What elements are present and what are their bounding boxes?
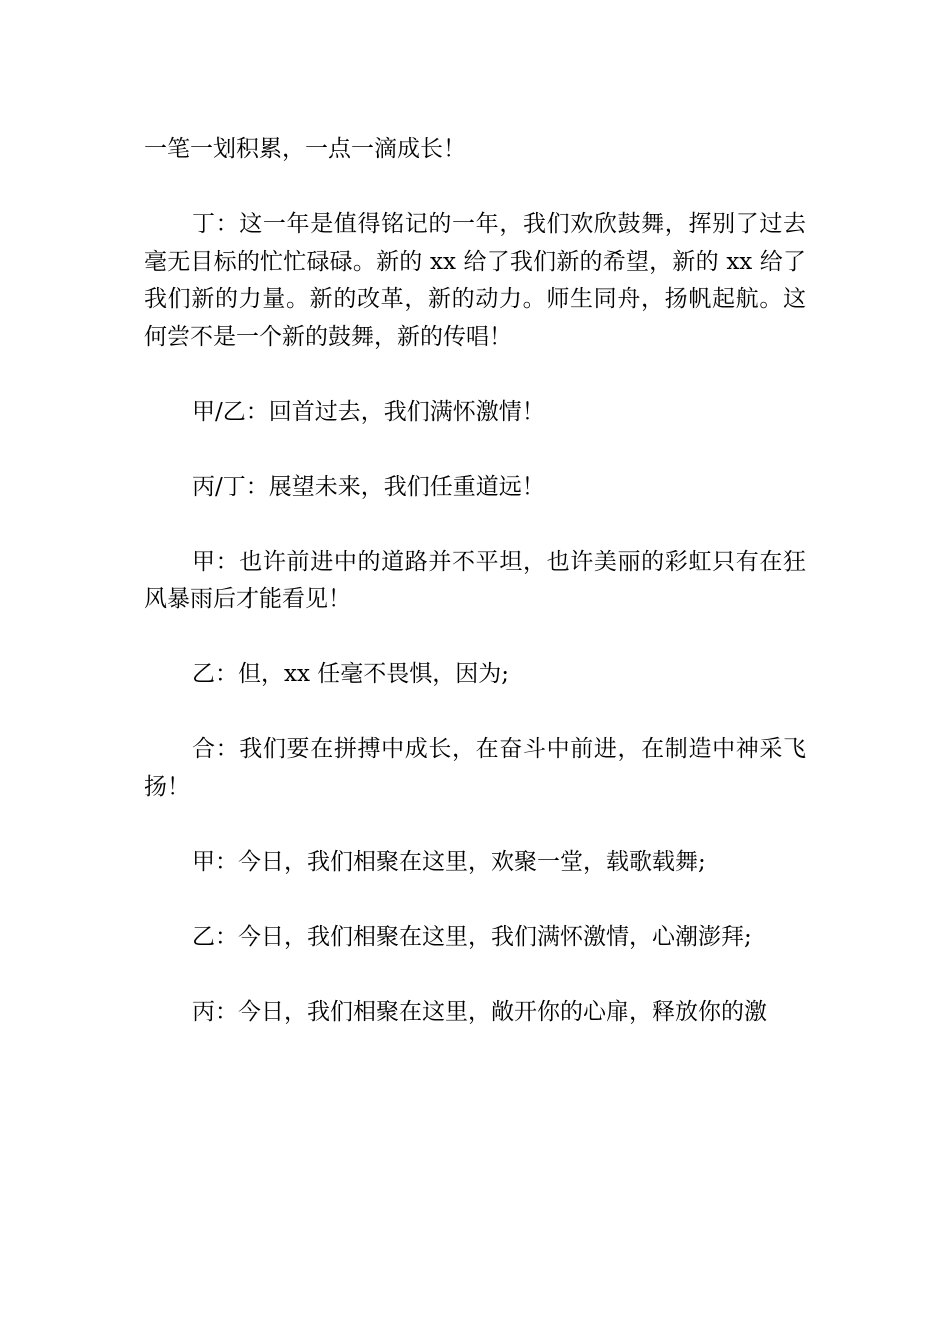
paragraph-3: 甲/乙：回首过去，我们满怀激情！ bbox=[192, 398, 545, 425]
paragraph-6: 乙：但，xx 任毫不畏惧，因为; bbox=[192, 661, 510, 687]
paragraph-5: 甲：也许前进中的道路并不平坦，也许美丽的彩虹只有在狂风暴雨后才能看见！ bbox=[144, 548, 806, 612]
paragraph-2: 丁：这一年是值得铭记的一年，我们欢欣鼓舞，挥别了过去毫无目标的忙忙碌碌。新的 xx 给了我们新的希望，新的 xx 给了我们新的力量。新的改革，新的动力。师生同舟，扬帆起航。这何尝不是一个新的鼓舞，新的传唱！ bbox=[144, 211, 806, 350]
paragraph-1: 一笔一划积累，一点一滴成长！ bbox=[144, 136, 466, 162]
paragraph-4: 丙/丁：展望未来，我们任重道远！ bbox=[192, 473, 545, 500]
paragraph-8: 甲：今日，我们相聚在这里，欢聚一堂，载歌载舞; bbox=[192, 848, 706, 875]
paragraph-10: 丙：今日，我们相聚在这里，敞开你的心扉，释放你的激 bbox=[192, 998, 767, 1025]
paragraph-7: 合：我们要在拼搏中成长，在奋斗中前进，在制造中神采飞扬！ bbox=[144, 736, 806, 800]
document-body bbox=[144, 131, 806, 1031]
paragraph-9: 乙：今日，我们相聚在这里，我们满怀激情，心潮澎拜; bbox=[192, 923, 752, 950]
